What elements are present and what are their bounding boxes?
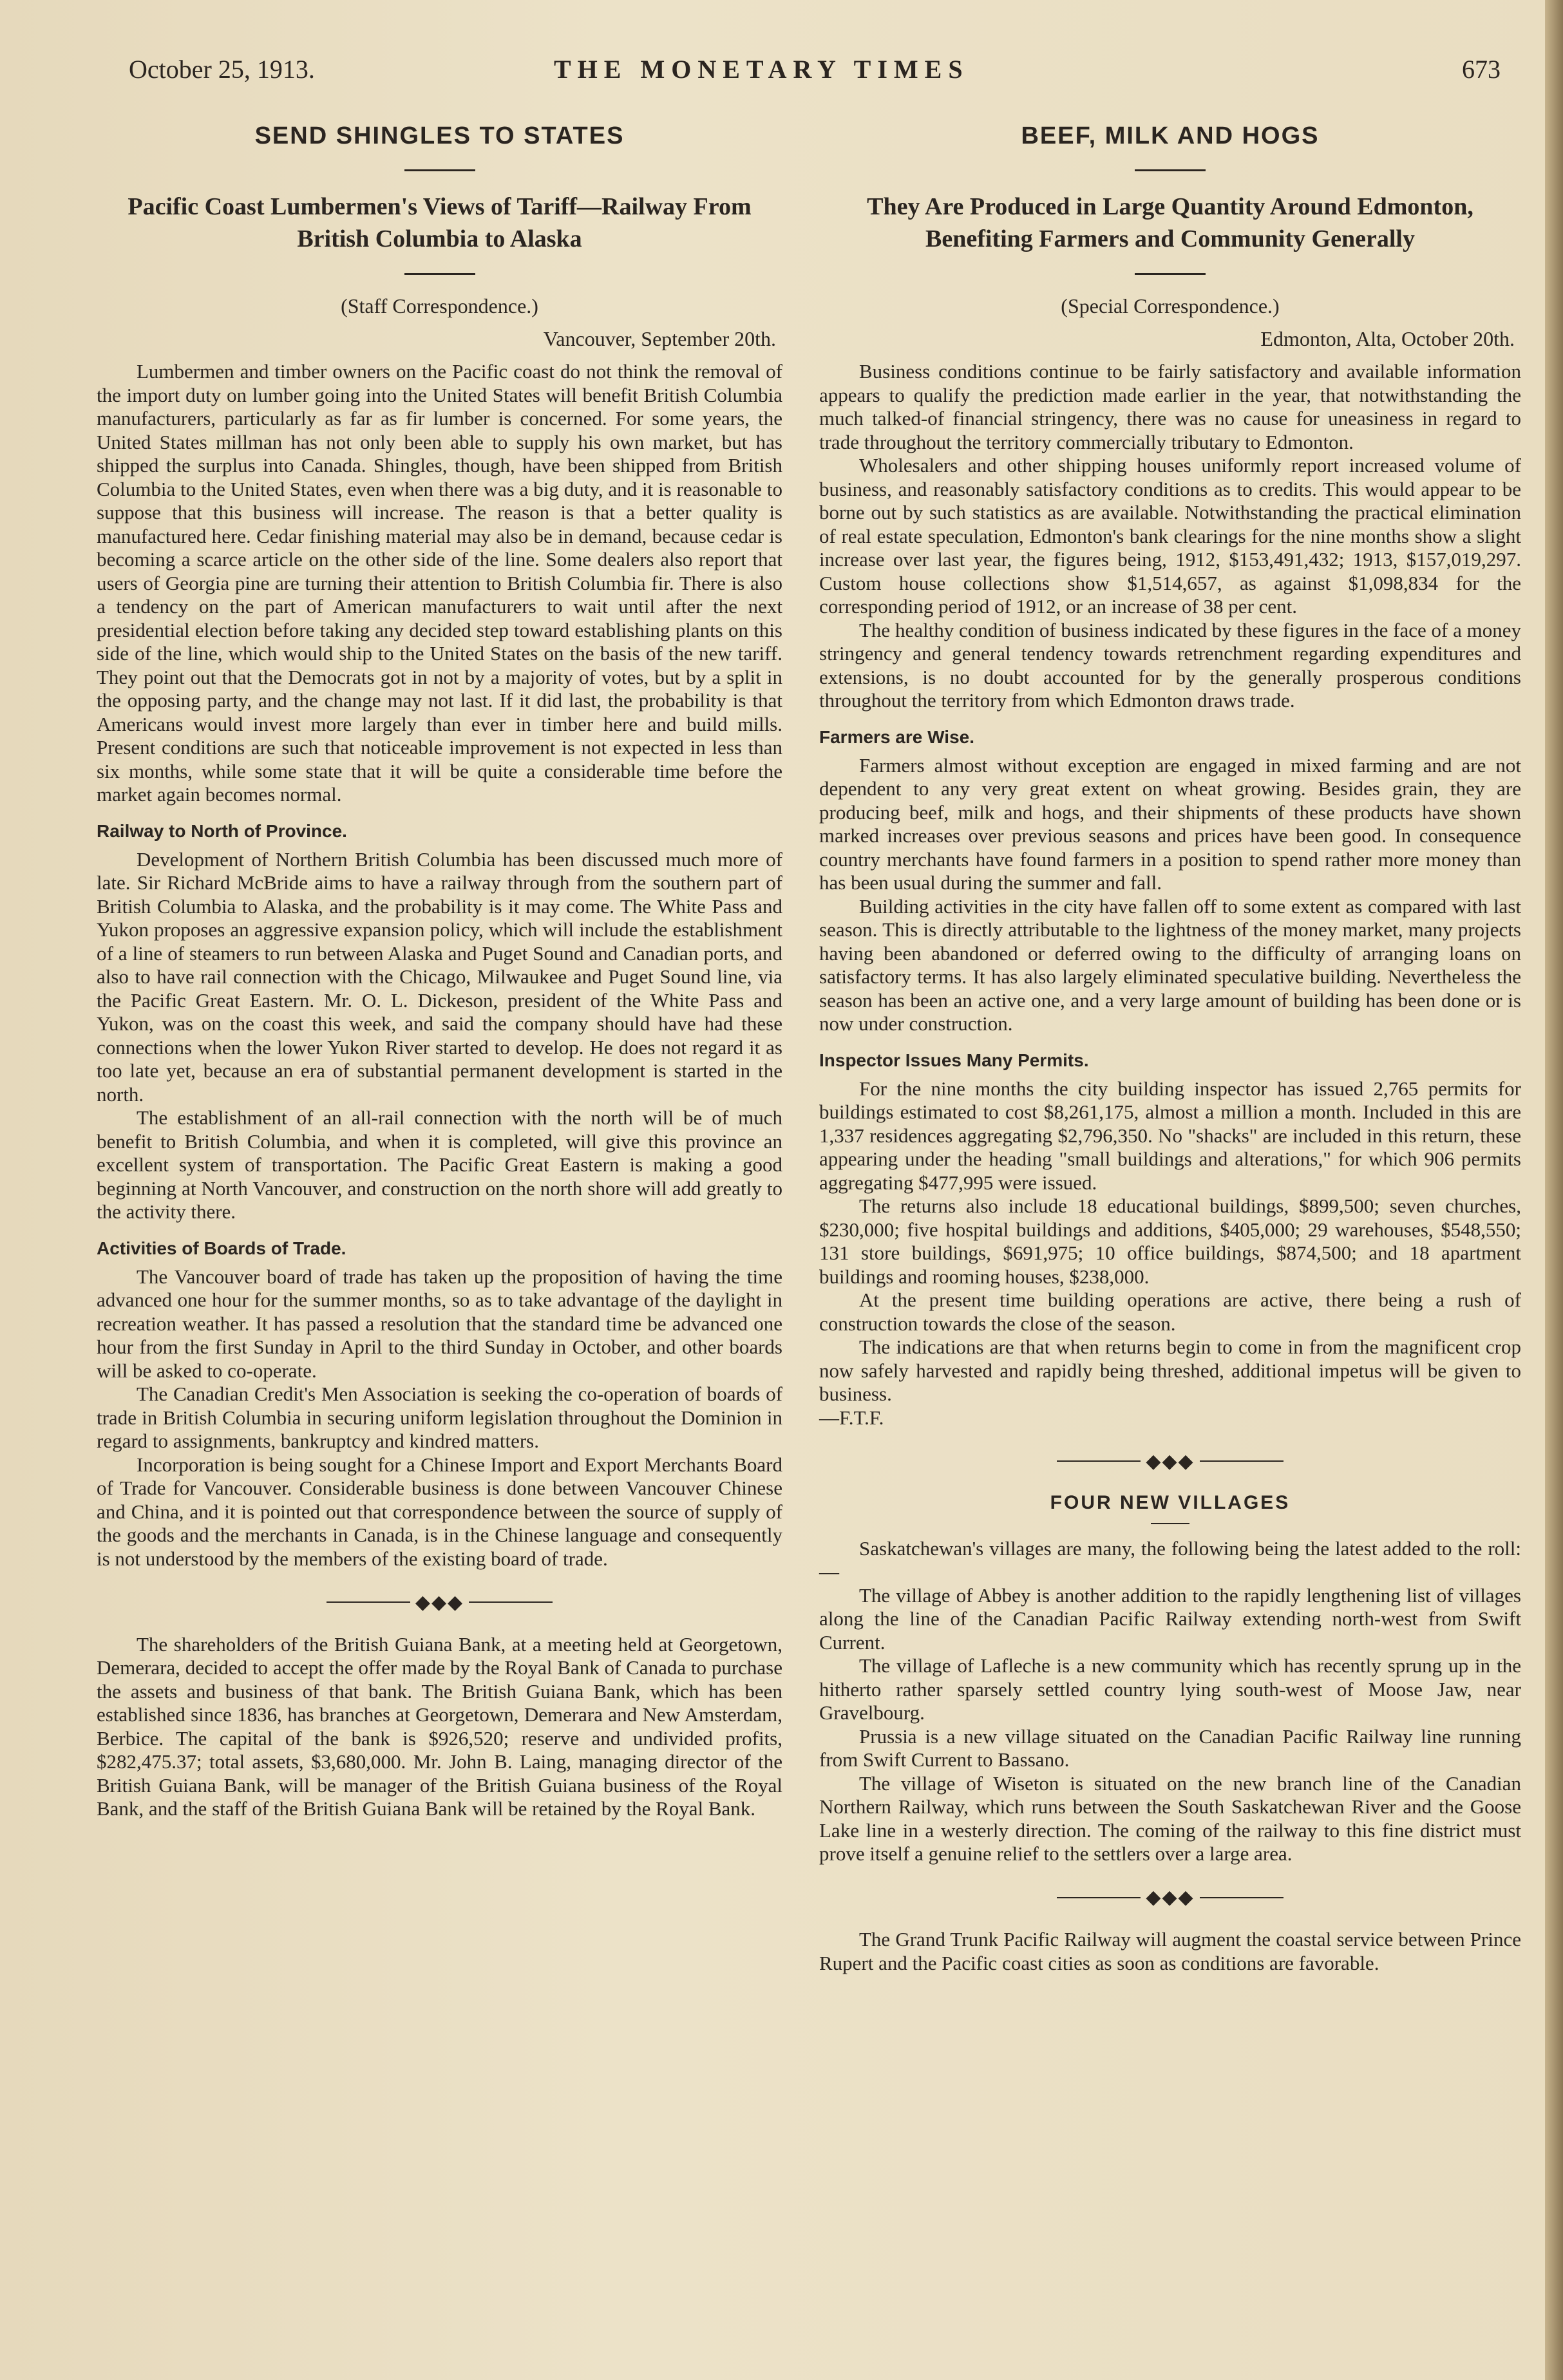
paragraph: The indications are that when returns begin to come in from the magnificent crop now safely harvested and rapidly being threshed, additional impetus will be given to business.	[819, 1336, 1521, 1405]
left-dateline: Vancouver, September 20th.	[543, 327, 776, 350]
headline-rule	[1135, 169, 1206, 171]
section-heading-farmers: Farmers are Wise.	[819, 726, 974, 747]
paragraph: Lumbermen and timber owners on the Pacific coast do not think the removal of the import duty on lumber going into the United States will benefit British Columbia manufacturers, particularly as far as fir lumber is concerned. For some years, the United States millman has not only been able to supply his own market, but has shipped the surplus into Canada. Shingles, though, have been shipped from British Columbia to the United States, even when there was a big duty, and it is reasonable to suppose that this business will increase. The reason is that a better quality is manufactured here. Cedar finishing material may also be in demand, because cedar is becoming a scarce article on the other side of the line. Some dealers also report that users of Georgia pine are turning their attention to British Columbia fir. There is also a tendency on the part of American manufacturers to wait until after the next presidential election before taking any decided step toward establishing plants on this side of the line, which would ship to the United States on the basis of the new tariff. They point out that the Democrats got in not by a majority of votes, but by a split in the opposing party, and the change may not last. If it did last, the probability is that Americans would invest more largely than ever in timber here and build mills. Present conditions are such that noticeable improvement is not expected in less than six months, while some state that it will be quite a considerable time before the market again becomes normal.	[97, 360, 782, 806]
paragraph: Saskatchewan's villages are many, the following being the latest added to the roll:—	[819, 1536, 1521, 1583]
paragraph: Prussia is a new village situated on the Canadian Pacific Railway line running from Swift Current to Bassano.	[819, 1724, 1521, 1771]
paragraph: The village of Lafleche is a new community which has recently sprung up in the hitherto rather sparsely settled country lying south-west of Moose Jaw, near Gravelbourg.	[819, 1654, 1521, 1724]
paragraph: Building activities in the city have fallen off to some extent as compared with last season. This is directly attributable to the lightness of the money market, many projects having been abandoned or deferred owing to the difficulty of arranging loans on satisfactory terms. It has also largely eliminated speculative building. Nevertheless the season has been an active one, and a very large amount of building has been done or is now under construction.	[819, 894, 1521, 1035]
right-correspondence: (Special Correspondence.)	[1061, 294, 1280, 317]
page-spine-shadow	[1545, 0, 1563, 2380]
page-number: 673	[1462, 55, 1501, 84]
left-headline: SEND SHINGLES TO STATES	[254, 122, 625, 149]
section-ornament: ◆◆◆	[819, 1449, 1521, 1473]
villages-rule	[1151, 1523, 1189, 1524]
paragraph: The healthy condition of business indicated by these figures in the face of a money stringency and general tendency towards retrenchment regarding expenditures and extensions, is no doubt accounted for by the generally prosperous conditions throughout the territory from which Edmonton draws trade.	[819, 618, 1521, 712]
paragraph: The returns also include 18 educational buildings, $899,500; seven churches, $230,000; five hospital buildings and additions, $405,000; 29 warehouses, $548,550; 131 store buildings, $691,975; 10 office buildings, $874,500; and 18 apartment buildings and rooming houses, $238,000.	[819, 1195, 1521, 1288]
subhead-rule	[1135, 273, 1206, 275]
section-heading-boards: Activities of Boards of Trade.	[97, 1238, 346, 1258]
paragraph: The shareholders of the British Guiana Bank, at a meeting held at Georgetown, Demerara, decided to accept the offer made by the Royal Bank of Canada to purchase the assets and business of that bank. The British Guiana Bank, which has been established since 1836, has branches at Georgetown, Demerara and New Amsterdam, Berbice. The capital of the bank is $926,520; reserve and undivided profits, $282,475.37; total assets, $3,680,000. Mr. John B. Laing, managing director of the British Guiana Bank, will be manager of the British Guiana business of the Royal Bank, and the staff of the British Guiana Bank will be retained by the Royal Bank.	[97, 1632, 782, 1820]
right-dateline: Edmonton, Alta, October 20th.	[1260, 327, 1515, 350]
signature: —F.T.F.	[819, 1406, 884, 1429]
left-subhead: Pacific Coast Lumbermen's Views of Tariff—Railway From British Columbia to Alaska	[128, 193, 752, 252]
paragraph: Wholesalers and other shipping houses uniformly report increased volume of business, and reasonably satisfactory conditions as to credits. This would appear to be borne out by such statistics as are available. Notwithstanding the practical elimination of real estate speculation, Edmonton's bank clearings for the nine months show a slight increase over last year, the figures being, 1912, $153,491,432; 1913, $157,019,297. Custom house collections show $1,514,657, as against $1,098,834 for the corresponding period of 1912, or an increase of 38 per cent.	[819, 454, 1521, 618]
villages-headline: FOUR NEW VILLAGES	[1050, 1491, 1291, 1513]
left-column	[97, 122, 782, 1821]
paragraph: For the nine months the city building inspector has issued 2,765 permits for buildings estimated to cost $8,261,175, almost a million a month. Included in this are 1,337 residences aggregating $2,796,350. No "shacks" are included in this return, these appearing under the heading "small buildings and alterations," for which 906 permits aggregating $477,995 were issued.	[819, 1077, 1521, 1194]
section-ornament: ◆◆◆	[819, 1885, 1521, 1909]
masthead: THE MONETARY TIMES	[554, 55, 969, 84]
right-headline: BEEF, MILK AND HOGS	[1021, 122, 1320, 149]
section-heading-inspector: Inspector Issues Many Permits.	[819, 1050, 1089, 1070]
right-column	[819, 122, 1521, 1975]
right-subhead: They Are Produced in Large Quantity Around Edmonton, Benefiting Farmers and Community Generally	[867, 193, 1473, 252]
headline-rule	[404, 169, 475, 171]
paragraph: At the present time building operations are active, there being a rush of construction towards the close of the season.	[819, 1289, 1521, 1335]
left-correspondence: (Staff Correspondence.)	[341, 294, 538, 317]
paragraph: Business conditions continue to be fairly satisfactory and available information appears to qualify the prediction made earlier in the year, that notwithstanding the much talked-of financial stringency, there was no cause for uneasiness in regard to trade throughout the territory commercially tributary to Edmonton.	[819, 360, 1521, 453]
paragraph: The establishment of an all-rail connection with the north will be of much benefit to British Columbia, and when it is completed, will give this province an excellent system of transportation. The Pacific Great Eastern is making a good beginning at North Vancouver, and construction on the north shore will add greatly to the activity there.	[97, 1106, 782, 1223]
running-head	[129, 54, 1501, 93]
subhead-rule	[404, 273, 475, 275]
section-ornament: ◆◆◆	[97, 1590, 782, 1614]
paragraph: The Vancouver board of trade has taken up the proposition of having the time advanced one hour for the summer months, so as to take advantage of the daylight in recreation weather. It has passed a resolution that the standard time be advanced one hour from the first Sunday in April to the third Sunday in October, and other boards will be asked to co-operate.	[97, 1265, 782, 1382]
paragraph: Development of Northern British Columbia has been discussed much more of late. Sir Richard McBride aims to have a railway through from the southern part of British Columbia to Alaska, and the probability is it may come. The White Pass and Yukon proposes an aggressive expansion policy, which will include the establishment of a line of steamers to run between Alaska and Puget Sound and Canadian ports, and also to have rail connection with the Chicago, Milwaukee and Puget Sound line, via the Pacific Great Eastern. Mr. O. L. Dickeson, president of the White Pass and Yukon, was on the coast this week, and said the company should have had these connections when the lower Yukon River started to develop. He does not regard it as too late yet, because an era of substantial permanent development is started in the north.	[97, 847, 782, 1106]
paragraph: The village of Abbey is another addition to the rapidly lengthening list of villages along the line of the Canadian Pacific Railway extending north-west from Swift Current.	[819, 1583, 1521, 1654]
paragraph: Farmers almost without exception are engaged in mixed farming and are not dependent to any very great extent on wheat growing. Besides grain, they are producing beef, milk and hogs, and their shipments of these products have shown marked increases over previous seasons and prices have been good. In consequence country merchants have found farmers in a position to spend rather more money than has been usual during the summer and fall.	[819, 753, 1521, 894]
paragraph: The Canadian Credit's Men Association is seeking the co-operation of boards of trade in British Columbia in securing uniform legislation throughout the Dominion in regard to assignments, bankruptcy and kindred matters.	[97, 1383, 782, 1452]
section-heading-railway: Railway to North of Province.	[97, 820, 347, 841]
issue-date: October 25, 1913.	[129, 55, 315, 84]
paragraph: Incorporation is being sought for a Chinese Import and Export Merchants Board of Trade for Vancouver. Considerable business is done between Vancouver Chinese and China, and it is pointed out that correspondence between the source of supply of the goods and the merchants in Canada, is in the Chinese language and consequently is not understood by the members of the existing board of trade.	[97, 1453, 782, 1570]
paragraph: The Grand Trunk Pacific Railway will augment the coastal service between Prince Rupert and the Pacific coast cities as soon as conditions are favorable.	[819, 1928, 1521, 1974]
paragraph: The village of Wiseton is situated on the new branch line of the Canadian Northern Railway, which runs between the South Saskatchewan River and the Goose Lake line in a westerly direction. The coming of the railway to this fine district must prove itself a genuine relief to the settlers over a large area.	[819, 1771, 1521, 1865]
